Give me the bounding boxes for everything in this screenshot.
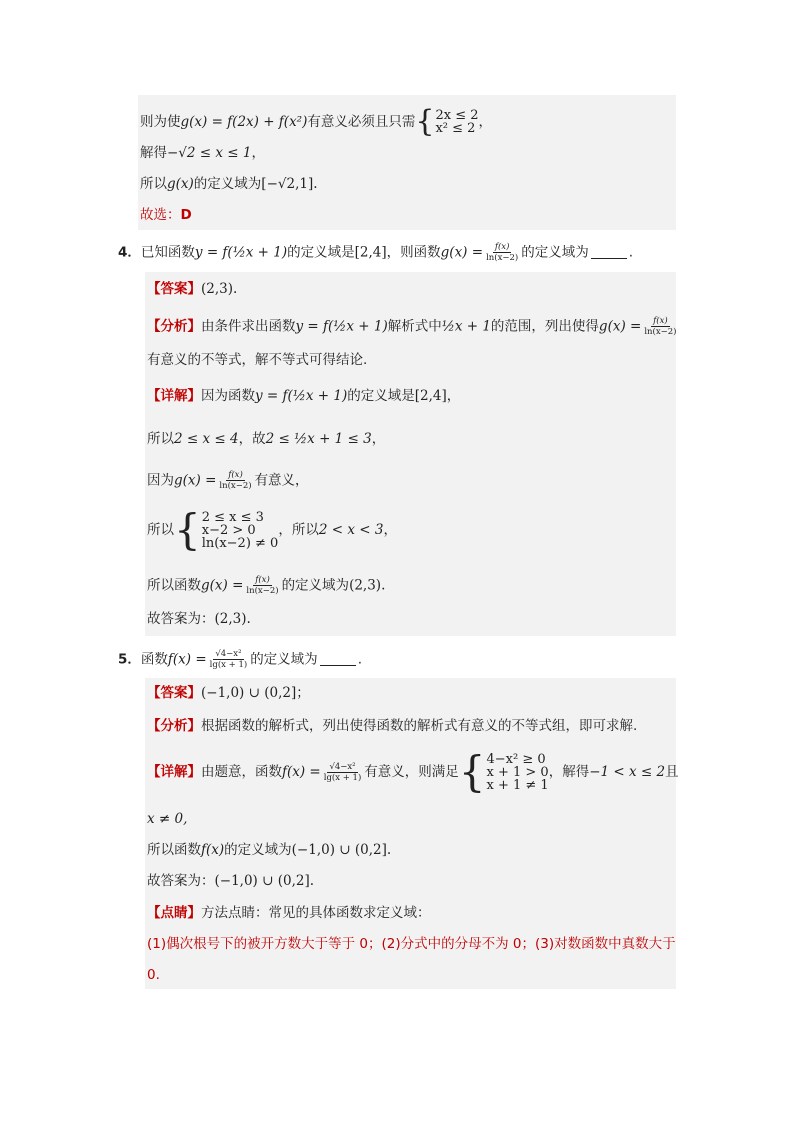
q5-final: 故答案为：(−1,0) ∪ (0,2]. (147, 873, 315, 889)
q4-step2-fraction: $\frac{f(x)}{\ln(x-2)}$ (219, 470, 252, 491)
q5-step: 所以函数f(x)的定义域为(−1,0) ∪ (0,2]. (147, 842, 392, 858)
q5-detail: 【详解】由题意，函数f(x) = $\frac{\text{√4−x²}}{\lg(x + 1)}$ 有意义，则满足 { 4−x² ≥ 0 x + 1 > 0 x + 1 ≠ 1 ，解得−1 < x ≤ 2且 (147, 747, 679, 796)
q5-system: { 4−x² ≥ 0 x + 1 > 0 x + 1 ≠ 1 (458, 747, 549, 796)
q5-tip: 【点睛】方法点睛：常见的具体函数求定义域： (147, 905, 431, 921)
q4-step3: 所以 { 2 ≤ x ≤ 3 x−2 > 0 ln(x−2) ≠ 0 ，所以2 < x < 3， (147, 505, 397, 554)
q3-line4: 故选：D (140, 207, 192, 223)
answer-blank-q5 (320, 665, 356, 666)
q4-step1: 所以2 ≤ x ≤ 4，故2 ≤ ½x + 1 ≤ 3， (147, 431, 386, 447)
q4-analysis-fraction: $\frac{f(x)}{\ln(x-2)}$ (644, 316, 677, 337)
q5-fraction: $\frac{\text{√4−x²}}{\lg(x + 1)}$ (209, 649, 248, 670)
answer-blank (591, 258, 627, 259)
q5-tip-line1: (1)偶次根号下的被开方数大于等于 0；(2)分式中的分母不为 0；(3)对数函数中真数大于 (147, 936, 676, 952)
q5-stem: 5．函数f(x) = $\frac{\text{√4−x²}}{\lg(x + 1)}$ 的定义域为 . (118, 649, 362, 670)
q5-detail-fraction: $\frac{\text{√4−x²}}{\lg(x + 1)}$ (323, 761, 362, 783)
q5-analysis: 【分析】根据函数的解析式，列出使得函数的解析式有意义的不等式组，即可求解. (147, 718, 638, 734)
q4-analysis-line2: 有意义的不等式，解不等式可得结论. (147, 352, 368, 368)
q4-step4: 所以函数g(x) = $\frac{f(x)}{\ln(x-2)}$ 的定义域为(2,3). (147, 575, 386, 596)
q5-tip-line2: 0. (147, 967, 160, 983)
q5-line2: x ≠ 0, (147, 811, 188, 827)
q3-line1: 则为使g(x) = f(2x) + f(x²)有意义必须且只需 { 2x ≤ 2 x² ≤ 2 ， (140, 104, 492, 139)
q4-detail: 【详解】因为函数y = f(½x + 1)的定义域是[2,4]， (147, 388, 461, 404)
q4-step2: 因为g(x) = $\frac{f(x)}{\ln(x-2)}$ 有意义， (147, 470, 309, 491)
q4-final: 故答案为：(2,3). (147, 611, 251, 627)
q5-answer: 【答案】(−1,0) ∪ (0,2]； (147, 685, 310, 701)
q4-answer: 【答案】(2,3). (147, 281, 238, 297)
q3-line2: 解得−√2 ≤ x ≤ 1， (140, 145, 265, 161)
q4-stem: 4．已知函数y = f(½x + 1)的定义域是[2,4]，则函数g(x) = $\frac{f(x)}{\ln(x-2)}$ 的定义域为 . (118, 242, 634, 263)
q3-system: { 2x ≤ 2 x² ≤ 2 (415, 104, 479, 139)
solution-block-q4 (145, 272, 676, 636)
q3-line3: 所以g(x)的定义域为[−√2,1]. (140, 176, 318, 192)
solution-block-q3 (138, 95, 676, 230)
q4-step4-fraction: $\frac{f(x)}{\ln(x-2)}$ (246, 575, 279, 596)
q4-fraction: $\frac{f(x)}{\ln(x-2)}$ (486, 242, 519, 263)
q4-system: { 2 ≤ x ≤ 3 x−2 > 0 ln(x−2) ≠ 0 (174, 505, 279, 554)
solution-block-q5 (145, 678, 679, 989)
q4-analysis: 【分析】由条件求出函数y = f(½x + 1)解析式中½x + 1的范围，列出使得g(x) = $\frac{f(x)}{\ln(x-2)}$ (147, 316, 677, 337)
